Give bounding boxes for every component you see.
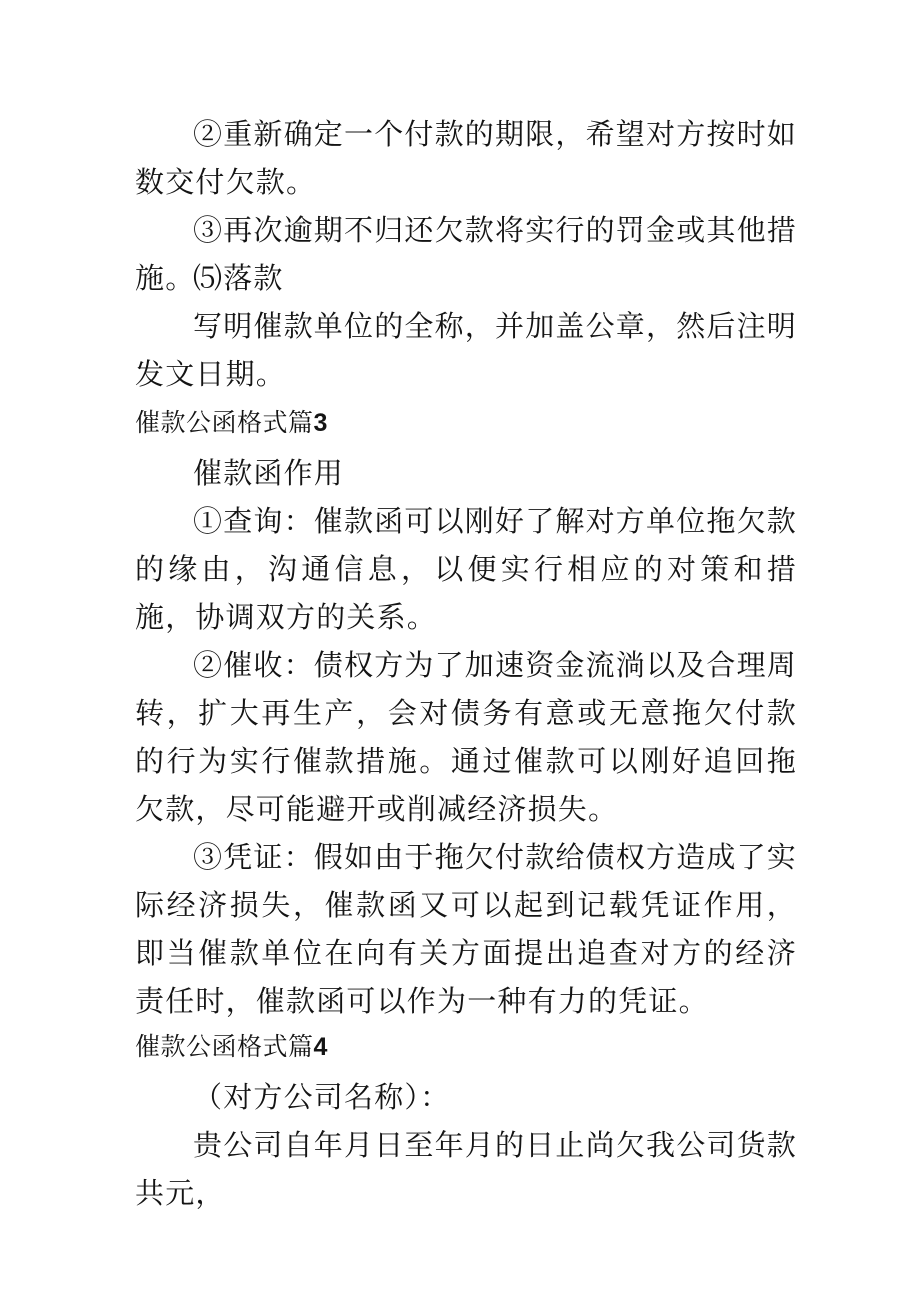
- paragraph-signature-instructions: 写明催款单位的全称，并加盖公章，然后注明发文日期。: [135, 309, 798, 391]
- paragraph-inquiry: ①查询：催款函可以刚好了解对方单位拖欠款的缘由，沟通信息，以便实行相应的对策和措施，协调双方的关系。: [135, 504, 798, 634]
- section-heading-3-text: 催款公函格式篇: [135, 408, 314, 437]
- section-heading-3: [135, 403, 328, 443]
- paragraph-recipient: （对方公司名称）：: [193, 1080, 451, 1114]
- paragraph-collection: ②催收：债权方为了加速资金流淌以及合理周转，扩大再生产，会对债务有意或无意拖欠付款的行为实行催款措施。通过催款可以刚好追回拖欠款，尽可能避开或削减经济损失。: [135, 648, 798, 826]
- paragraph-new-deadline: ②重新确定一个付款的期限，希望对方按时如数交付欠款。: [135, 117, 798, 199]
- paragraph-letter-purpose-heading: 催款函作用: [193, 456, 345, 490]
- paragraph-letter-body: 贵公司自年月日至年月的日止尚欠我公司货款共元，: [135, 1128, 798, 1210]
- section-heading-4-text: 催款公函格式篇: [135, 1032, 314, 1061]
- section-heading-3-number: 3: [313, 409, 328, 437]
- paragraph-evidence: ③凭证：假如由于拖欠付款给债权方造成了实际经济损失，催款函又可以起到记载凭证作用，即当催款单位在向有关方面提出追查对方的经济责任时，催款函可以作为一种有力的凭证。: [135, 840, 798, 1018]
- paragraph-signature-heading: ⑸落款: [193, 261, 284, 295]
- section-heading-4-number: 4: [313, 1033, 328, 1061]
- section-heading-4: [135, 1027, 328, 1067]
- paragraph-penalty-measures: ③再次逾期不归还欠款将实行的罚金或其他措施。: [135, 213, 798, 295]
